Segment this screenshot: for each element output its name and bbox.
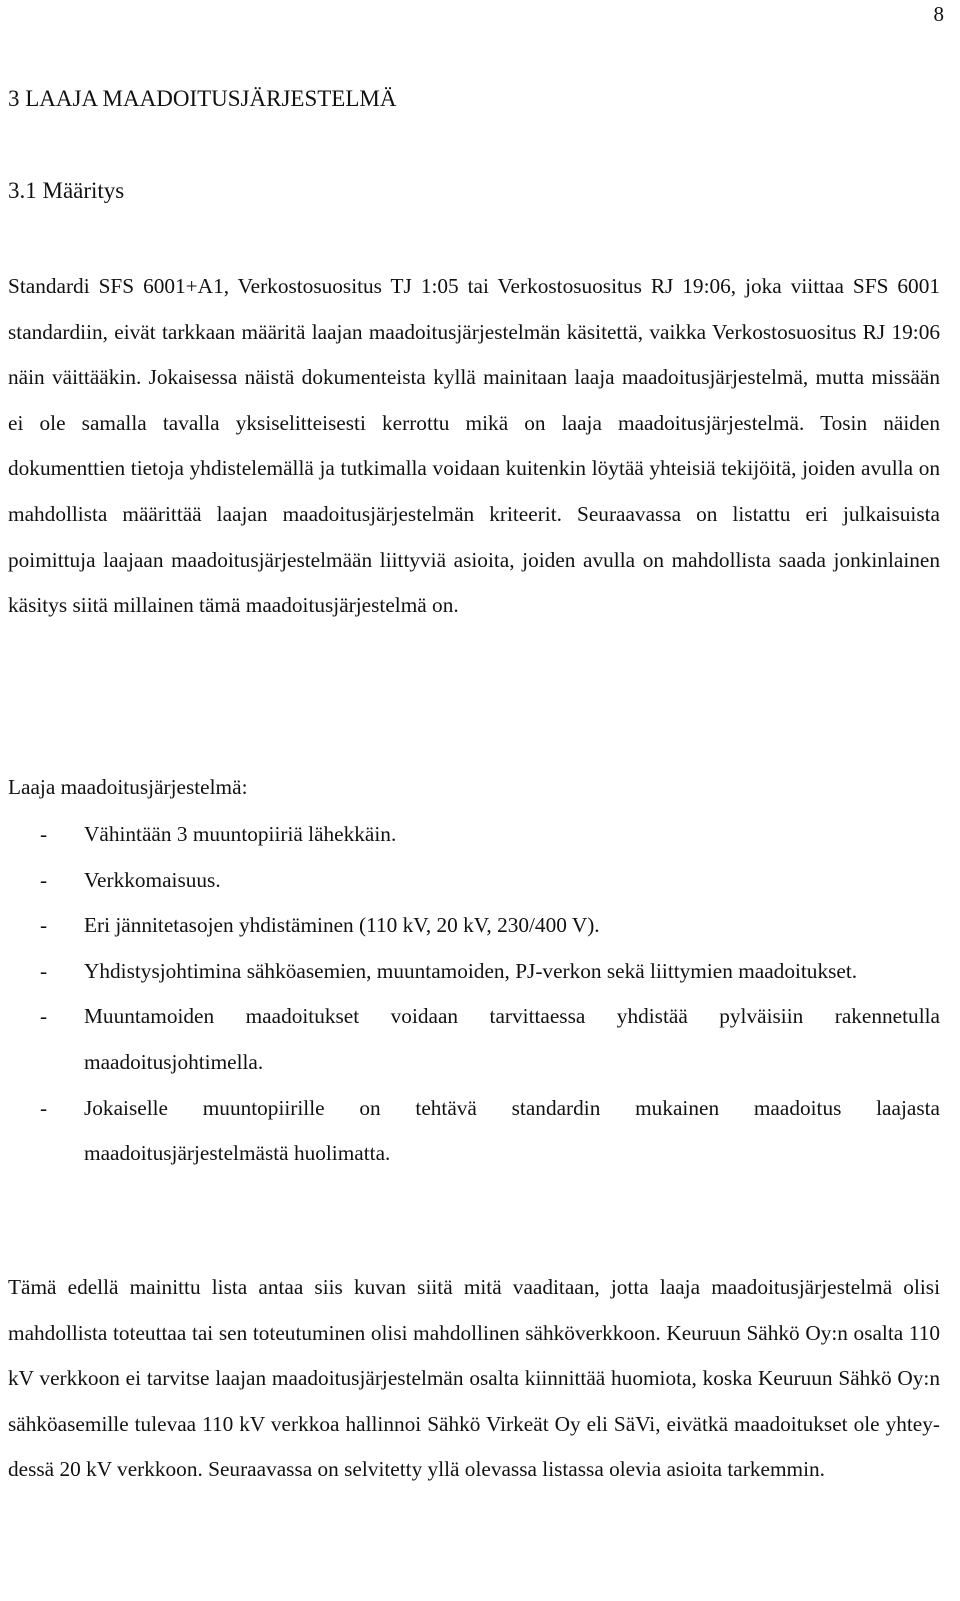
list-title: Laaja maadoitusjärjestelmä: <box>8 775 248 799</box>
list-item <box>8 1086 940 1177</box>
list-item <box>8 949 940 995</box>
list-dash-marker: - <box>40 1095 48 1120</box>
list-item-text: Jokaiselle muuntopiirille on tehtävä standardin mukainen maadoitus laajasta maadoitusjärjestelmästä huolimatta. <box>84 1095 940 1166</box>
list-dash-marker: - <box>40 822 48 846</box>
list-item-text: Vähintään 3 muuntopiiriä lähekkäin. <box>84 822 397 846</box>
chapter-heading: 3 LAAJA MAADOITUSJÄRJESTELMÄ <box>8 86 397 111</box>
body-paragraph-definition: Standardi SFS 6001+A1, Verkostosuositus TJ 1:05 tai Verkostosuositus RJ 19:06, joka viittaa SFS 6001 standardiin, eivät tarkkaan määritä laajan maadoitusjärjestelmän käsitettä, vaikka Verkostosuositus RJ 19:06 näin väittääkin. Jokaisessa näistä dokumenteista kyllä mainitaan laaja maadoitusjärjestelmä, mutta missään ei ole samalla tavalla yksiselitteisesti kerrottu mikä on laaja maadoitusjärjestelmä. Tosin näiden dokumenttien tietoja yhdistelemällä ja tutkimalla voidaan kuitenkin löytää yhteisiä tekijöitä, joiden avulla on mahdollista määrittää laajan maadoitusjärjestelmän kriteerit. Seuraavassa on listattu eri julkaisuista poimittuja laajaan maadoitusjärjestelmään liittyviä asioita, joiden avulla on mahdollista saada jonkinlainen käsitys siitä millainen tämä maadoitusjärjestelmä on. <box>8 274 940 618</box>
list-dash-marker: - <box>40 958 48 983</box>
list-dash-marker: - <box>40 913 48 938</box>
list-dash-marker: - <box>40 1004 48 1029</box>
list-item <box>8 812 940 858</box>
list-item <box>8 994 940 1085</box>
body-paragraph-summary: Tämä edellä mainittu lista antaa siis kuvan siitä mitä vaaditaan, jotta laaja maadoitusjärjestelmä olisi mahdollista toteuttaa tai sen toteutuminen olisi mahdollinen sähköverkkoon. Keuruun Sähkö Oy:n osalta 110 kV verkkoon ei tarvitse laajan maadoitusjärjestelmän osalta kiinnittää huomiota, koska Keuruun Sähkö Oy:n sähköasemille tulevaa 110 kV verkkoa hallinnoi Sähkö Virkeät Oy eli SäVi, eivätkä maadoitukset ole yhteydessä 20 kV verkkoon. Seuraavassa on selvitetty yllä olevassa listassa olevia asioita tarkemmin. <box>8 1275 940 1482</box>
list-item <box>8 903 940 949</box>
list-dash-marker: - <box>40 867 48 892</box>
page-number: 8 <box>933 2 944 26</box>
list-item-text: Eri jännitetasojen yhdistäminen (110 kV, 20 kV, 230/400 V). <box>84 913 600 938</box>
list-item-text: Verkkomaisuus. <box>84 867 221 892</box>
section-heading: 3.1 Määritys <box>8 178 125 203</box>
list-item-text: Muuntamoiden maadoitukset voidaan tarvittaessa yhdistää pylväisiin rakennetulla maadoitusjohtimella. <box>84 1004 940 1074</box>
list-item <box>8 858 940 904</box>
criteria-list <box>8 812 940 1177</box>
list-item-text: Yhdistysjohtimina sähköasemien, muuntamoiden, PJ-verkon sekä liittymien maadoitukset. <box>84 958 858 983</box>
